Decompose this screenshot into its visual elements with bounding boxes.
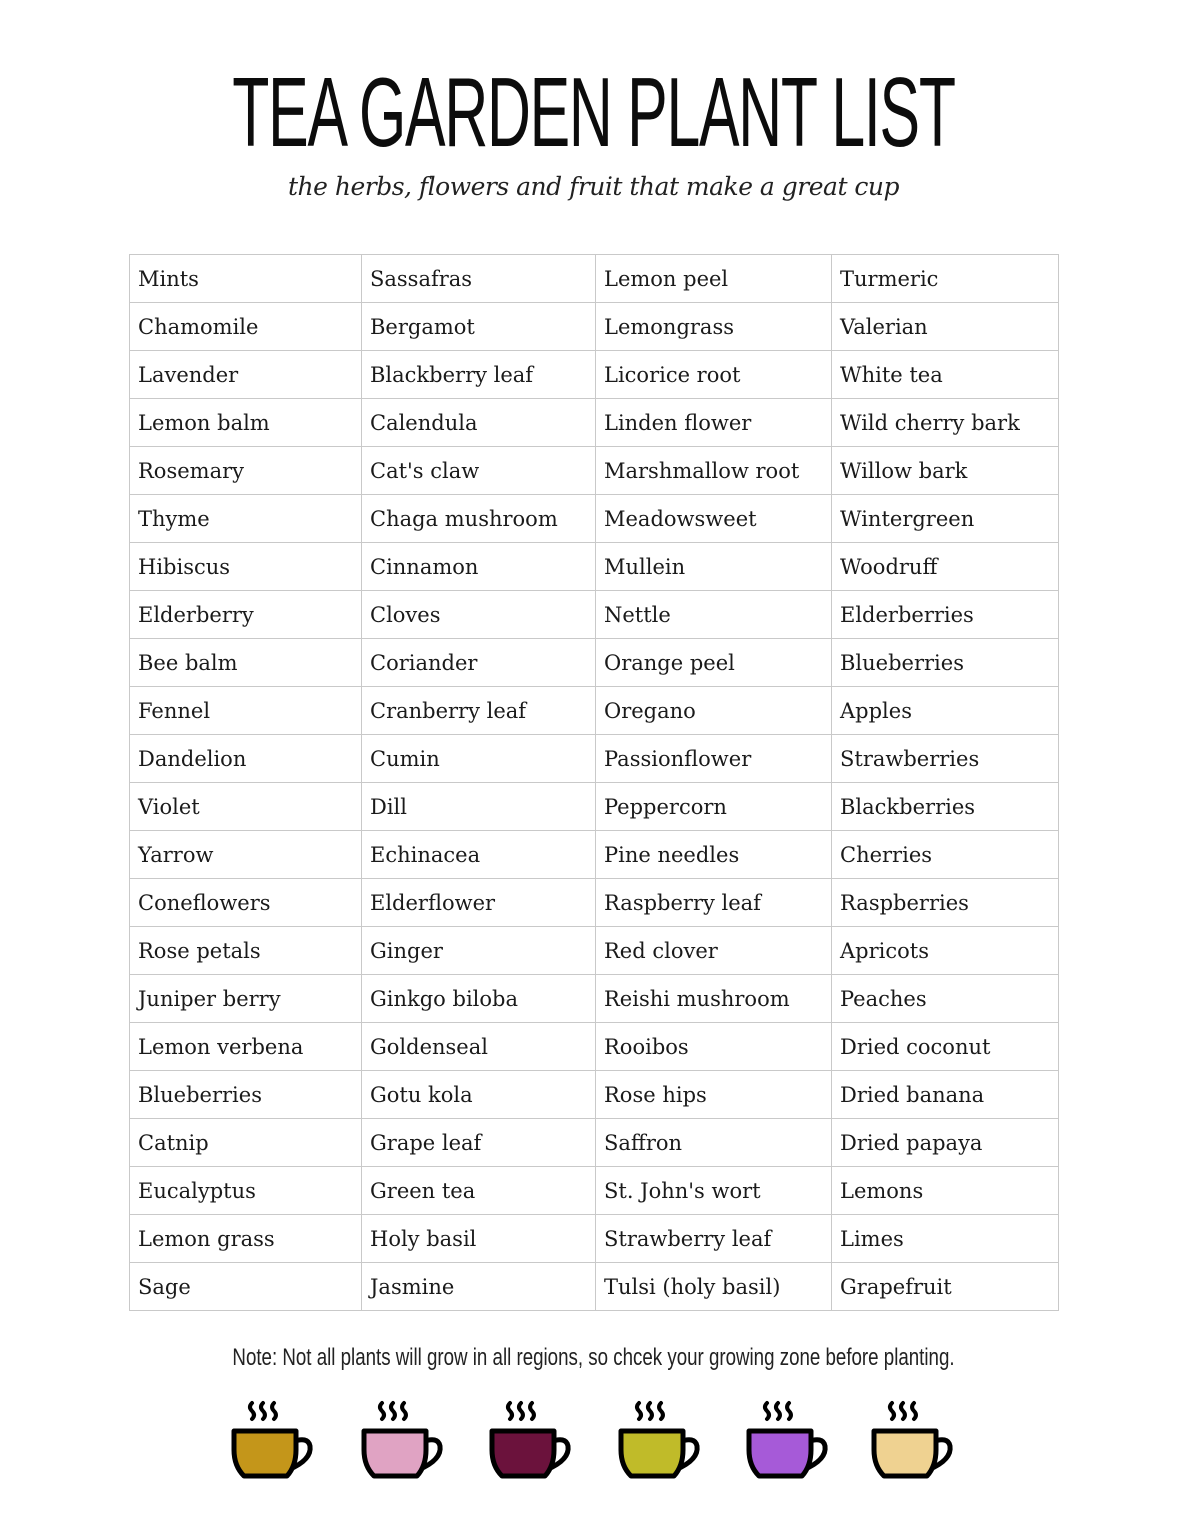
plant-cell: Coneflowers — [130, 879, 362, 927]
plant-cell: St. John's wort — [596, 1167, 832, 1215]
plant-cell: Grape leaf — [362, 1119, 596, 1167]
plant-cell: Limes — [832, 1215, 1059, 1263]
plant-cell: Green tea — [362, 1167, 596, 1215]
plant-cell: Apples — [832, 687, 1059, 735]
plant-cell: Blackberry leaf — [362, 351, 596, 399]
plant-cell: Chamomile — [130, 303, 362, 351]
plant-cell: Coriander — [362, 639, 596, 687]
plant-cell: Lemon balm — [130, 399, 362, 447]
plant-cell: Dill — [362, 783, 596, 831]
plant-cell: Peaches — [832, 975, 1059, 1023]
plant-cell: Bee balm — [130, 639, 362, 687]
plant-cell: Ginger — [362, 927, 596, 975]
plant-cell: Ginkgo biloba — [362, 975, 596, 1023]
plant-cell: Marshmallow root — [596, 447, 832, 495]
plant-cell: Apricots — [832, 927, 1059, 975]
plant-cell: Echinacea — [362, 831, 596, 879]
table-row — [130, 783, 1059, 831]
teacup-icon — [360, 1398, 450, 1488]
plant-cell: Licorice root — [596, 351, 832, 399]
plant-cell: Elderflower — [362, 879, 596, 927]
plant-cell: Pine needles — [596, 831, 832, 879]
table-row — [130, 1071, 1059, 1119]
plant-cell: Strawberries — [832, 735, 1059, 783]
teacup-row — [0, 1398, 1187, 1488]
plant-cell: Cat's claw — [362, 447, 596, 495]
plant-cell: Sage — [130, 1263, 362, 1311]
plant-cell: Lemon grass — [130, 1215, 362, 1263]
table-row — [130, 351, 1059, 399]
table-row — [130, 1263, 1059, 1311]
table-row — [130, 591, 1059, 639]
table-row — [130, 735, 1059, 783]
plant-cell: Rose hips — [596, 1071, 832, 1119]
plant-cell: Calendula — [362, 399, 596, 447]
plant-cell: Eucalyptus — [130, 1167, 362, 1215]
plant-cell: Cranberry leaf — [362, 687, 596, 735]
plant-cell: Blueberries — [832, 639, 1059, 687]
page-title: TEA GARDEN PLANT LIST — [232, 57, 955, 167]
plant-cell: Turmeric — [832, 255, 1059, 303]
table-row — [130, 687, 1059, 735]
plant-cell: Blackberries — [832, 783, 1059, 831]
plant-cell: Goldenseal — [362, 1023, 596, 1071]
plant-cell: Raspberry leaf — [596, 879, 832, 927]
plant-cell: Mints — [130, 255, 362, 303]
plant-cell: Lemons — [832, 1167, 1059, 1215]
plant-cell: Jasmine — [362, 1263, 596, 1311]
plant-cell: White tea — [832, 351, 1059, 399]
plant-cell: Lemongrass — [596, 303, 832, 351]
plant-cell: Meadowsweet — [596, 495, 832, 543]
plant-cell: Catnip — [130, 1119, 362, 1167]
plant-cell: Woodruff — [832, 543, 1059, 591]
plant-cell: Gotu kola — [362, 1071, 596, 1119]
plant-cell: Fennel — [130, 687, 362, 735]
plant-cell: Juniper berry — [130, 975, 362, 1023]
plant-cell: Grapefruit — [832, 1263, 1059, 1311]
plant-cell: Yarrow — [130, 831, 362, 879]
plant-cell: Dried banana — [832, 1071, 1059, 1119]
table-row — [130, 255, 1059, 303]
plant-cell: Rosemary — [130, 447, 362, 495]
plant-cell: Cinnamon — [362, 543, 596, 591]
table-row — [130, 495, 1059, 543]
plant-cell: Saffron — [596, 1119, 832, 1167]
table-row — [130, 447, 1059, 495]
plant-cell: Sassafras — [362, 255, 596, 303]
table-row — [130, 543, 1059, 591]
plant-cell: Valerian — [832, 303, 1059, 351]
plant-cell: Red clover — [596, 927, 832, 975]
plant-cell: Reishi mushroom — [596, 975, 832, 1023]
plant-cell: Lemon peel — [596, 255, 832, 303]
plant-cell: Oregano — [596, 687, 832, 735]
plant-cell: Mullein — [596, 543, 832, 591]
table-row — [130, 927, 1059, 975]
plant-cell: Orange peel — [596, 639, 832, 687]
plant-cell: Raspberries — [832, 879, 1059, 927]
plant-cell: Chaga mushroom — [362, 495, 596, 543]
plant-cell: Dried papaya — [832, 1119, 1059, 1167]
table-row — [130, 1119, 1059, 1167]
plant-cell: Peppercorn — [596, 783, 832, 831]
plant-cell: Holy basil — [362, 1215, 596, 1263]
plant-cell: Passionflower — [596, 735, 832, 783]
teacup-icon — [488, 1398, 578, 1488]
plant-cell: Wintergreen — [832, 495, 1059, 543]
plant-cell: Bergamot — [362, 303, 596, 351]
teacup-icon — [870, 1398, 960, 1488]
table-row — [130, 831, 1059, 879]
plant-cell: Lemon verbena — [130, 1023, 362, 1071]
table-row — [130, 879, 1059, 927]
table-row — [130, 1215, 1059, 1263]
plant-cell: Willow bark — [832, 447, 1059, 495]
page-subtitle: the herbs, flowers and fruit that make a great cup — [287, 172, 900, 201]
plant-cell: Cloves — [362, 591, 596, 639]
plant-list-table — [129, 254, 1059, 1311]
plant-cell: Strawberry leaf — [596, 1215, 832, 1263]
plant-cell: Dandelion — [130, 735, 362, 783]
teacup-icon — [745, 1398, 835, 1488]
table-row — [130, 1167, 1059, 1215]
teacup-icon — [230, 1398, 320, 1488]
plant-cell: Cherries — [832, 831, 1059, 879]
table-row — [130, 639, 1059, 687]
table-row — [130, 1023, 1059, 1071]
plant-cell: Linden flower — [596, 399, 832, 447]
plant-cell: Lavender — [130, 351, 362, 399]
plant-cell: Elderberries — [832, 591, 1059, 639]
plant-cell: Rose petals — [130, 927, 362, 975]
plant-cell: Violet — [130, 783, 362, 831]
plant-cell: Dried coconut — [832, 1023, 1059, 1071]
plant-cell: Nettle — [596, 591, 832, 639]
plant-list-body — [130, 255, 1059, 1311]
plant-cell: Tulsi (holy basil) — [596, 1263, 832, 1311]
plant-cell: Elderberry — [130, 591, 362, 639]
teacup-icon — [617, 1398, 707, 1488]
plant-cell: Thyme — [130, 495, 362, 543]
plant-cell: Hibiscus — [130, 543, 362, 591]
plant-cell: Rooibos — [596, 1023, 832, 1071]
table-row — [130, 975, 1059, 1023]
plant-cell: Cumin — [362, 735, 596, 783]
table-row — [130, 399, 1059, 447]
plant-cell: Wild cherry bark — [832, 399, 1059, 447]
growing-zone-note: Note: Not all plants will grow in all regions, so chcek your growing zone before planting. — [232, 1344, 955, 1371]
table-row — [130, 303, 1059, 351]
plant-cell: Blueberries — [130, 1071, 362, 1119]
